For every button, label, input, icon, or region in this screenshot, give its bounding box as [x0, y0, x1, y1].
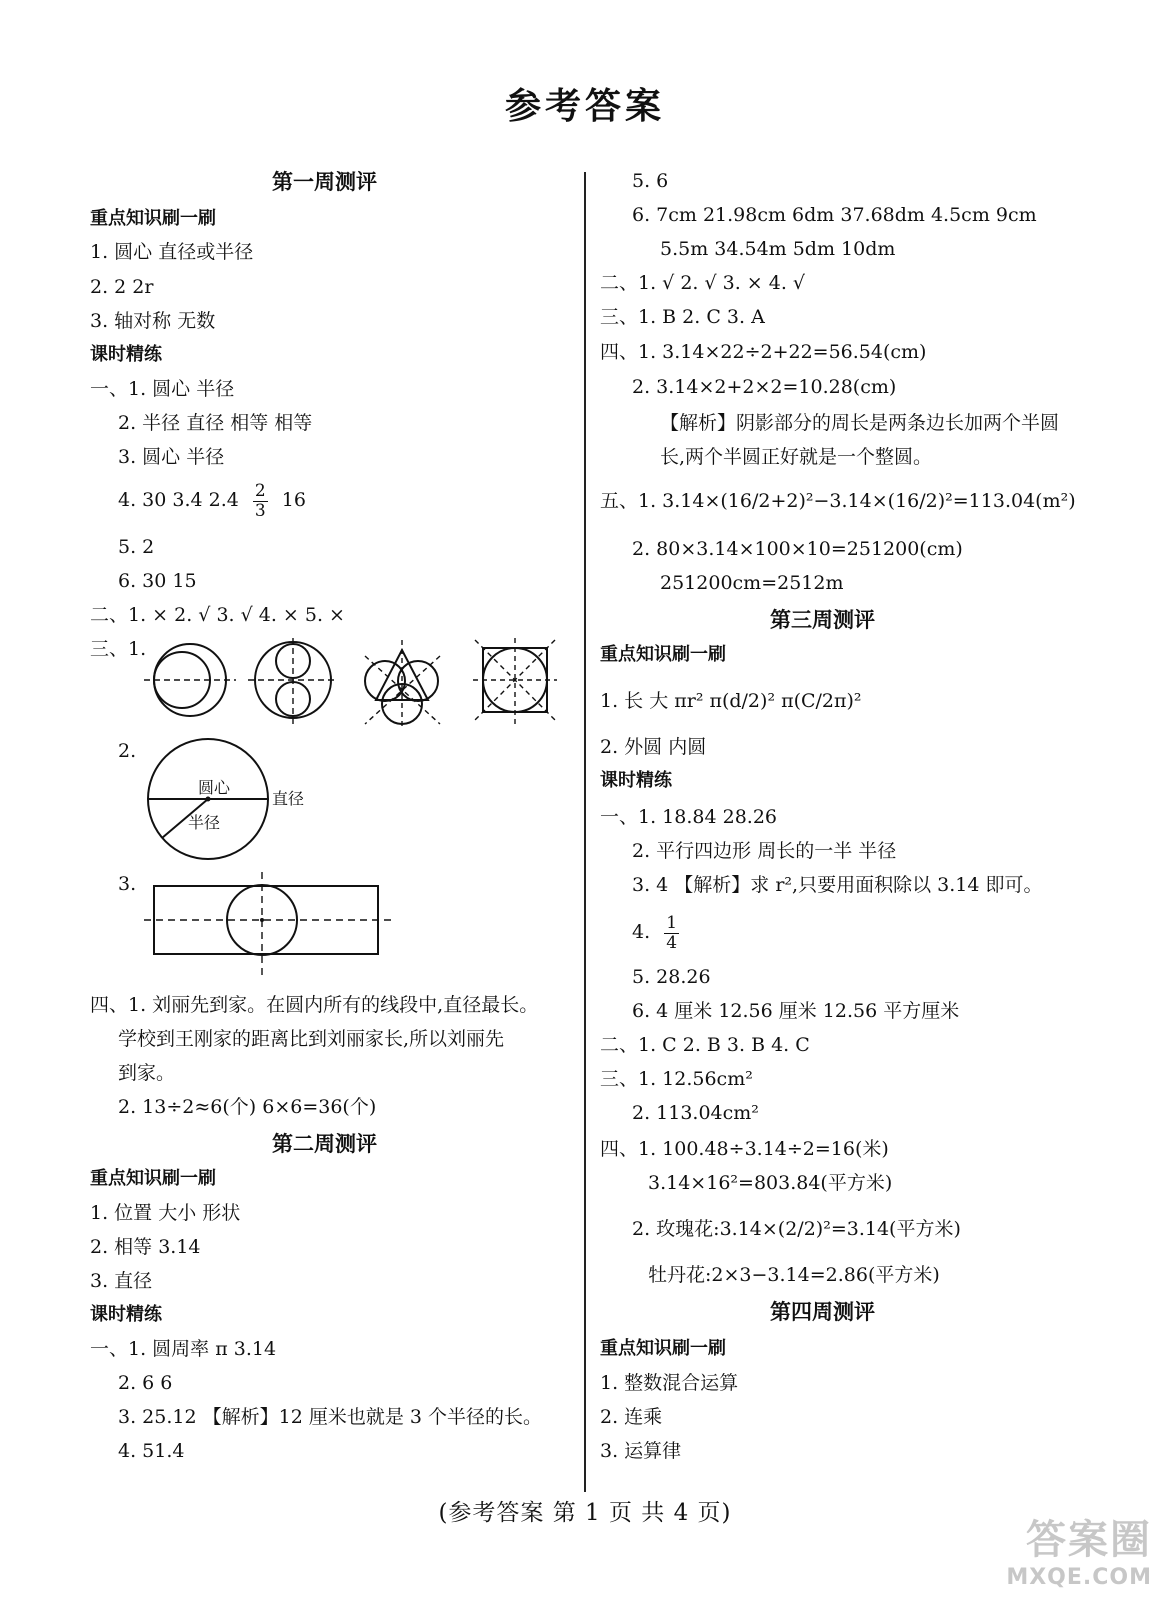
fraction-denominator: 3 — [254, 500, 266, 521]
week1-key-2: 2. 2 2r — [90, 276, 154, 298]
week1-part4-q2: 2. 13÷2≈6(个) 6×6=36(个) — [118, 1096, 377, 1118]
week2-part5-q2-line2: 251200cm=2512m — [660, 572, 844, 594]
week2-part5-q1: 五、1. 3.14×(16/2+2)²−3.14×(16/2)²=113.04(m²) — [600, 490, 1076, 512]
week1-key-heading: 重点知识刷一刷 — [90, 208, 216, 229]
week1-part1-q4 — [118, 482, 306, 520]
week3-part4-q1-line1: 四、1. 100.48÷3.14÷2=16(米) — [600, 1138, 889, 1160]
fraction — [664, 914, 679, 952]
watermark — [962, 1508, 1152, 1588]
week4-title: 第四周测评 — [770, 1300, 875, 1324]
week1-part4-q1-line2: 学校到王刚家的距离比到刘丽家长,所以刘丽先 — [118, 1028, 505, 1050]
week3-part4-q2-line1: 2. 玫瑰花:3.14×(2/2)²=3.14(平方米) — [632, 1218, 961, 1240]
week3-part1-q6: 6. 4 厘米 12.56 厘米 12.56 平方厘米 — [632, 1000, 960, 1022]
week2-part4-q2-note-line2: 长,两个半圆正好就是一个整圆。 — [660, 446, 933, 468]
week1-part3-q3: 3. — [118, 873, 137, 895]
week4-key-1: 1. 整数混合运算 — [600, 1372, 739, 1394]
label-diameter: 直径 — [272, 789, 305, 808]
week3-key-2: 2. 外圆 内圆 — [600, 736, 707, 758]
week4-key-3: 3. 运算律 — [600, 1440, 682, 1462]
week3-part1-q3: 3. 4 【解析】求 r²,只要用面积除以 3.14 即可。 — [632, 874, 1043, 896]
week2-part1-q3: 3. 25.12 【解析】12 厘米也就是 3 个半径的长。 — [118, 1406, 542, 1428]
week1-key-3: 3. 轴对称 无数 — [90, 310, 216, 332]
week3-part1-q1: 一、1. 18.84 28.26 — [600, 806, 777, 828]
week2-part1-q5: 5. 6 — [632, 170, 669, 192]
week1-part1-q5: 5. 2 — [118, 536, 155, 558]
week3-key-heading: 重点知识刷一刷 — [600, 644, 726, 665]
week3-title: 第三周测评 — [770, 608, 875, 632]
week1-key-1: 1. 圆心 直径或半径 — [90, 241, 254, 263]
week4-key-2: 2. 连乘 — [600, 1406, 663, 1428]
week2-part5-q2-line1: 2. 80×3.14×100×10=251200(cm) — [632, 538, 963, 560]
week1-part1-q1: 一、1. 圆心 半径 — [90, 378, 235, 400]
week1-part1-q2: 2. 半径 直径 相等 相等 — [118, 412, 313, 434]
week1-part1-q4-tail: 16 — [281, 489, 306, 512]
watermark-logo: 答案圈 — [1026, 1517, 1152, 1563]
week2-part4-q2: 2. 3.14×2+2×2=10.28(cm) — [632, 376, 897, 398]
column-divider — [584, 172, 586, 1492]
week3-part3-q1: 三、1. 12.56cm² — [600, 1068, 753, 1090]
week2-part1-q6-line2: 5.5m 34.54m 5dm 10dm — [660, 238, 896, 260]
symmetry-figures — [140, 636, 560, 728]
circle-diagram — [140, 738, 330, 862]
week1-part3-q1: 三、1. — [90, 638, 147, 660]
week1-part1-q6: 6. 30 15 — [118, 570, 197, 592]
fraction-numerator: 1 — [666, 913, 678, 933]
label-radius: 半径 — [188, 813, 221, 832]
fraction-numerator: 2 — [254, 481, 266, 501]
fraction-denominator: 4 — [666, 932, 678, 953]
week2-part3: 三、1. B 2. C 3. A — [600, 306, 765, 328]
week1-part2: 二、1. × 2. √ 3. √ 4. × 5. × — [90, 604, 345, 626]
week3-part4-q2-line2: 牡丹花:2×3−3.14=2.86(平方米) — [648, 1264, 940, 1286]
figure-square-circle — [473, 638, 557, 724]
rectangle-circle-diagram — [140, 870, 400, 982]
week1-part3-q2: 2. — [118, 740, 137, 762]
week3-part1-q5: 5. 28.26 — [632, 966, 711, 988]
week3-part2: 二、1. C 2. B 3. B 4. C — [600, 1034, 810, 1056]
week2-key-3: 3. 直径 — [90, 1270, 153, 1292]
week2-part1-q4: 4. 51.4 — [118, 1440, 185, 1462]
week3-part1-q4 — [632, 914, 687, 952]
week2-key-1: 1. 位置 大小 形状 — [90, 1202, 241, 1224]
week1-drill-heading: 课时精练 — [90, 344, 162, 365]
week2-part1-q1: 一、1. 圆周率 π 3.14 — [90, 1338, 277, 1360]
week3-part1-q4-label: 4. — [632, 921, 651, 944]
week3-part3-q2: 2. 113.04cm² — [632, 1102, 759, 1124]
watermark-url: MXQE.COM — [1006, 1565, 1152, 1590]
page-title: 参考答案 — [504, 86, 665, 127]
week2-drill-heading: 课时精练 — [90, 1304, 162, 1325]
week4-key-heading: 重点知识刷一刷 — [600, 1338, 726, 1359]
week2-part4-q2-note-line1: 【解析】阴影部分的周长是两条边长加两个半圆 — [660, 412, 1060, 434]
week2-title: 第二周测评 — [272, 1132, 377, 1156]
week3-key-1: 1. 长 大 πr² π(d/2)² π(C/2π)² — [600, 690, 862, 712]
page-footer: (参考答案 第 1 页 共 4 页) — [438, 1500, 732, 1526]
label-center: 圆心 — [198, 778, 231, 797]
week1-part4-q1-line1: 四、1. 刘丽先到家。在圆内所有的线段中,直径最长。 — [90, 994, 539, 1016]
week1-part1-q3: 3. 圆心 半径 — [118, 446, 225, 468]
figure-nested-circles — [144, 644, 236, 716]
fraction — [253, 482, 268, 520]
week1-part1-q4-values: 4. 30 3.4 2.4 — [118, 489, 239, 512]
week3-drill-heading: 课时精练 — [600, 770, 672, 791]
figure-circle-with-two-circles — [248, 638, 338, 724]
figure-triangle-circles — [365, 640, 440, 726]
week1-part4-q1-line3: 到家。 — [118, 1062, 176, 1084]
week2-part1-q2: 2. 6 6 — [118, 1372, 173, 1394]
week3-part1-q2: 2. 平行四边形 周长的一半 半径 — [632, 840, 897, 862]
week3-part4-q1-line2: 3.14×16²=803.84(平方米) — [648, 1172, 893, 1194]
week2-part1-q6-line1: 6. 7cm 21.98cm 6dm 37.68dm 4.5cm 9cm — [632, 204, 1037, 226]
week2-part4-q1: 四、1. 3.14×22÷2+22=56.54(cm) — [600, 341, 927, 363]
week2-part2: 二、1. √ 2. √ 3. × 4. √ — [600, 272, 806, 294]
week1-title: 第一周测评 — [272, 170, 377, 194]
week2-key-2: 2. 相等 3.14 — [90, 1236, 201, 1258]
week2-key-heading: 重点知识刷一刷 — [90, 1168, 216, 1189]
